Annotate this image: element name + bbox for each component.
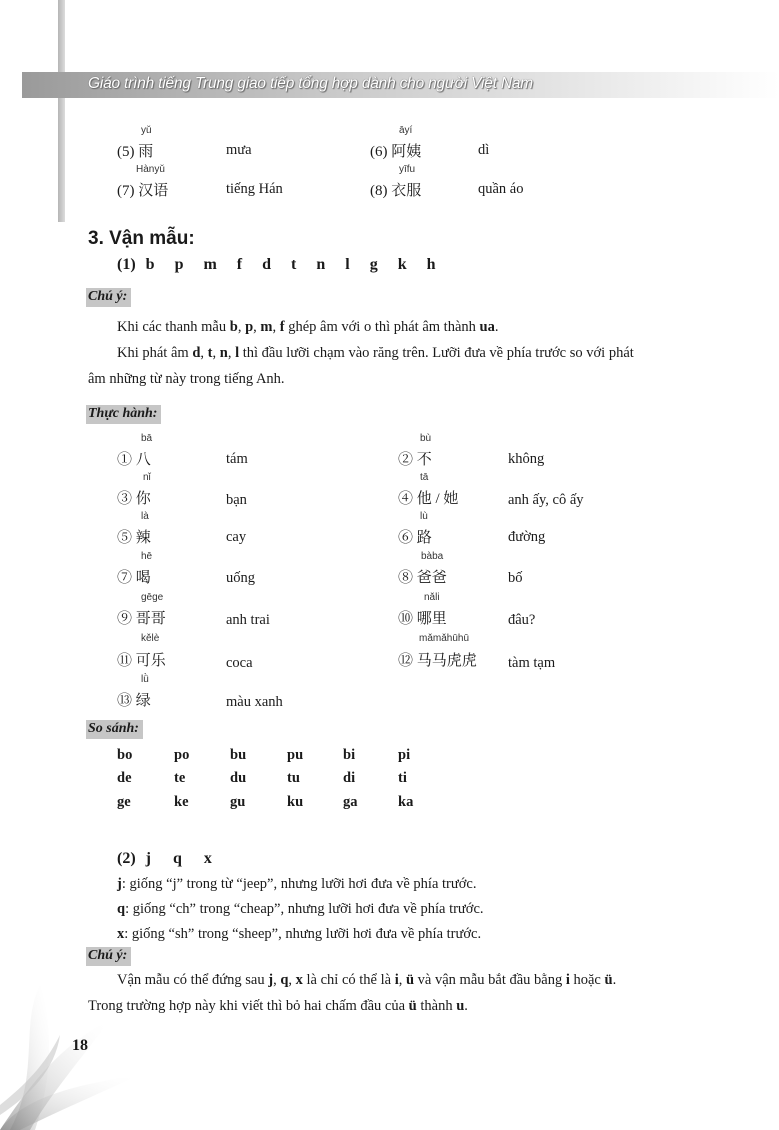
compare-cell: tu xyxy=(287,770,300,786)
compare-cell: ti xyxy=(398,770,407,786)
compare-cell: ga xyxy=(343,794,358,810)
practice-item: ⑧ 爸爸 xyxy=(398,570,447,586)
consonant-group-2 xyxy=(117,850,212,868)
pinyin: hē xyxy=(141,551,153,562)
running-header: Giáo trình tiếng Trung giao tiếp tổng hợp dành cho người Việt Nam xyxy=(88,75,533,92)
letter: f xyxy=(236,256,243,273)
pinyin: mǎmǎhūhū xyxy=(419,633,470,644)
consonant-group-1 xyxy=(117,256,436,274)
meaning: dì xyxy=(478,142,490,158)
practice-item: ⑫ 马马虎虎 xyxy=(398,653,477,669)
letter: j xyxy=(145,850,151,867)
vocab-item xyxy=(117,140,153,161)
pinyin: yīfu xyxy=(399,164,416,175)
letter: b xyxy=(145,256,155,273)
item-number: (8) xyxy=(370,183,388,199)
item-number: (7) xyxy=(117,183,135,199)
note-paragraph-3-cont: Trong trường hợp này khi viết thì bỏ hai chấm đầu của ü thành u. xyxy=(88,998,468,1014)
compare-cell: ku xyxy=(287,794,304,810)
note-paragraph-2-cont: âm những từ này trong tiếng Anh. xyxy=(88,371,285,387)
practice-item: ② 不 xyxy=(398,452,432,468)
pinyin: bā xyxy=(141,433,153,444)
vocab-item xyxy=(370,140,421,161)
vocab-item xyxy=(117,179,168,200)
letter: m xyxy=(203,256,217,273)
meaning: cay xyxy=(226,529,247,545)
letter: k xyxy=(397,256,407,273)
compare-cell: pu xyxy=(287,747,304,763)
letter: g xyxy=(369,256,378,273)
flower-decoration-icon xyxy=(0,965,200,1130)
compare-cell: gu xyxy=(230,794,246,810)
practice-item: ④ 他 / 她 xyxy=(398,491,459,507)
practice-item: ⑬ 绿 xyxy=(117,693,151,709)
pinyin: bù xyxy=(420,433,432,444)
practice-item: ① 八 xyxy=(117,452,151,468)
letter: d xyxy=(262,256,272,273)
pinyin: gēge xyxy=(141,592,164,603)
compare-label: So sánh: xyxy=(86,720,143,739)
practice-item: ③ 你 xyxy=(117,491,151,507)
compare-cell: te xyxy=(174,770,186,786)
pinyin: nǎli xyxy=(424,592,440,603)
practice-item: ⑨ 哥哥 xyxy=(117,611,166,627)
compare-cell: ka xyxy=(398,794,414,810)
group-label: (1) xyxy=(117,256,136,273)
page-number: 18 xyxy=(72,1037,88,1054)
compare-cell: di xyxy=(343,770,356,786)
meaning: uống xyxy=(226,570,255,586)
practice-item: ⑩ 哪里 xyxy=(398,611,447,627)
jqx-line: x: giống “sh” trong “sheep”, nhưng lưỡi hơi đưa về phía trước. xyxy=(117,926,482,942)
compare-cell: pi xyxy=(398,747,411,763)
pinyin: tā xyxy=(420,472,429,483)
pinyin: kělè xyxy=(141,633,160,644)
practice-item: ⑥ 路 xyxy=(398,530,432,546)
pinyin: là xyxy=(141,511,149,522)
compare-cell: bu xyxy=(230,747,247,763)
pinyin: lù xyxy=(420,511,428,522)
note-label: Chú ý: xyxy=(86,288,131,307)
hanzi: 阿姨 xyxy=(391,144,422,160)
letter: q xyxy=(172,850,182,867)
item-number: (6) xyxy=(370,144,388,160)
meaning: tàm tạm xyxy=(508,655,556,671)
note-paragraph-3: Vận mẫu có thể đứng sau j, q, x là chỉ có thể là i, ü và vận mẫu bắt đầu bằng i hoặc ü. xyxy=(117,972,617,988)
letter: t xyxy=(291,256,297,273)
compare-cell: du xyxy=(230,770,247,786)
meaning: màu xanh xyxy=(226,694,283,710)
letter: p xyxy=(174,256,184,273)
jqx-line: q: giống “ch” trong “cheap”, nhưng lưỡi hơi đưa về phía trước. xyxy=(117,901,484,917)
letter: x xyxy=(203,850,212,867)
pinyin: Hànyǔ xyxy=(136,164,165,175)
compare-cell: bo xyxy=(117,747,133,763)
note-paragraph-2: Khi phát âm d, t, n, l thì đầu lưỡi chạm vào răng trên. Lưỡi đưa về phía trước so với phát xyxy=(117,345,634,361)
header-vertical-bar xyxy=(58,0,65,222)
pinyin: lǜ xyxy=(141,674,149,685)
meaning: bạn xyxy=(226,492,247,508)
meaning: tiếng Hán xyxy=(226,181,283,197)
letter: l xyxy=(345,256,350,273)
pinyin: nǐ xyxy=(143,472,151,483)
section-title: 3. Vận mẫu: xyxy=(88,228,195,249)
practice-label: Thực hành: xyxy=(86,405,161,424)
meaning: đường xyxy=(508,529,546,545)
jqx-line: j: giống “j” trong từ “jeep”, nhưng lưỡi hơi đưa về phía trước. xyxy=(117,876,477,892)
meaning: mưa xyxy=(226,142,252,158)
practice-item: ⑪ 可乐 xyxy=(117,653,166,669)
compare-cell: po xyxy=(174,747,190,763)
note-label: Chú ý: xyxy=(86,947,131,966)
pinyin: yǔ xyxy=(141,125,152,136)
hanzi: 衣服 xyxy=(391,183,422,199)
meaning: quần áo xyxy=(478,181,524,197)
pinyin: bàba xyxy=(421,551,444,562)
meaning: không xyxy=(508,451,545,467)
note-paragraph-1: Khi các thanh mẫu b, p, m, f ghép âm với o thì phát âm thành ua. xyxy=(117,319,499,335)
letter: h xyxy=(426,256,436,273)
compare-cell: de xyxy=(117,770,132,786)
hanzi: 雨 xyxy=(138,144,154,160)
practice-item: ⑦ 喝 xyxy=(117,570,151,586)
pinyin: āyí xyxy=(399,125,413,136)
vocab-item xyxy=(370,179,421,200)
meaning: bố xyxy=(508,570,523,586)
practice-item: ⑤ 辣 xyxy=(117,530,151,546)
meaning: anh trai xyxy=(226,612,270,628)
meaning: đâu? xyxy=(508,612,536,628)
compare-cell: bi xyxy=(343,747,356,763)
item-number: (5) xyxy=(117,144,135,160)
meaning: tám xyxy=(226,451,248,467)
compare-cell: ke xyxy=(174,794,189,810)
letter: n xyxy=(316,256,326,273)
group-label: (2) xyxy=(117,850,136,867)
compare-cell: ge xyxy=(117,794,131,810)
hanzi: 汉语 xyxy=(138,183,169,199)
meaning: coca xyxy=(226,655,253,671)
meaning: anh ấy, cô ấy xyxy=(508,492,584,508)
